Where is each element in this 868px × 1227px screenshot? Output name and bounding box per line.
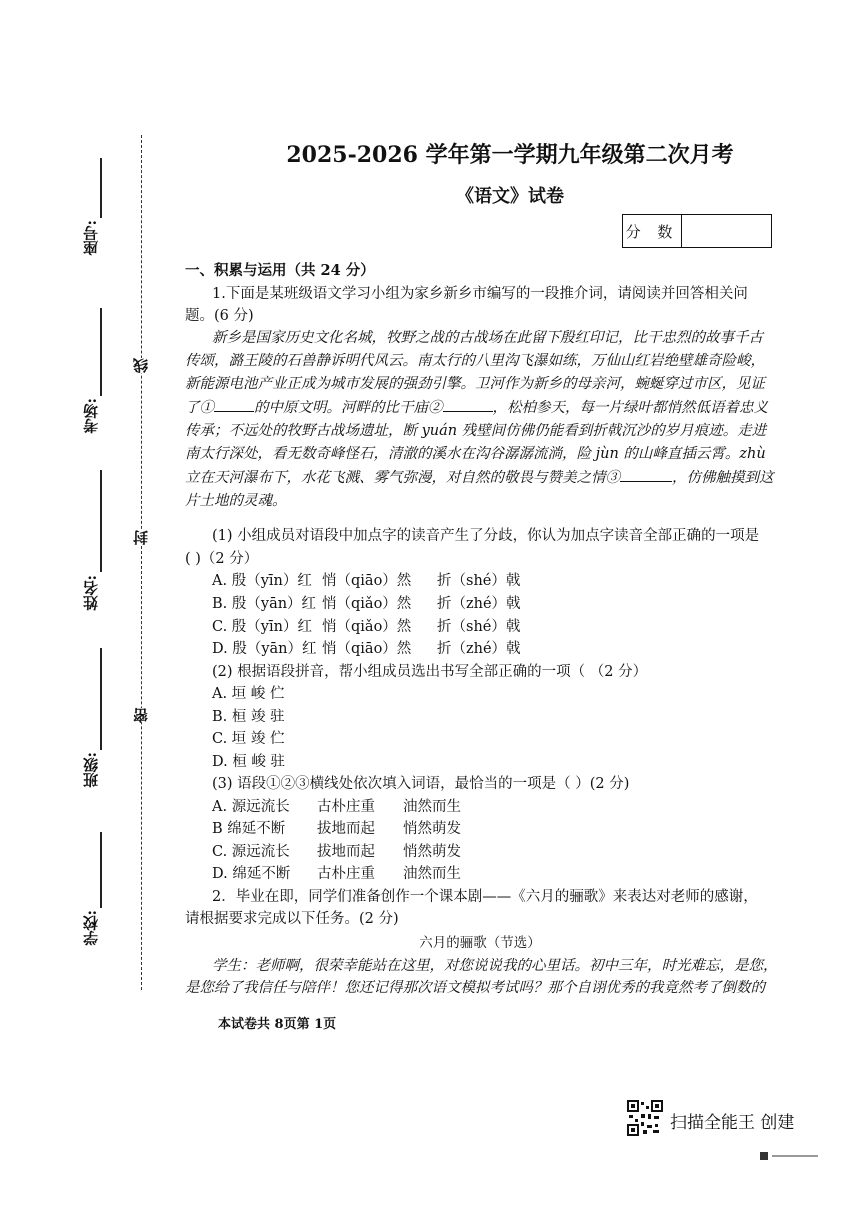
- passage-line: 传承；不远处的牧野古战场遗址，断 yuán 残壁间仿佛仍能看到折戟沉沙的岁月痕迹。走进: [185, 423, 767, 439]
- option-part: 拔地而起: [317, 844, 375, 860]
- sub1-question: (1) 小组成员对语段中加点字的读音产生了分歧，你认为加点字读音全部正确的一项是: [212, 528, 760, 544]
- option-row[interactable]: B. 桓 竣 驻: [212, 709, 285, 725]
- option-row[interactable]: C. 垣 竣 伫: [212, 731, 285, 747]
- scanner-watermark: 扫描全能王 创建: [670, 1113, 795, 1133]
- passage-line: 新能源电池产业正成为城市发展的强劲引擎。卫河作为新乡的母亲河，蜿蜒穿过市区，见证: [185, 376, 765, 392]
- option-part: 折（shé）戟: [437, 619, 521, 635]
- seal-char-mi: 密: [132, 708, 150, 723]
- option-part: C. 源远流长: [212, 844, 290, 860]
- exam-room-label: 考场:: [82, 398, 100, 434]
- play-title: 六月的骊歌（节选）: [419, 935, 541, 951]
- passage-line: 新乡是国家历史文化名城，牧野之战的古战场在此留下殷红印记，比干忠烈的故事千古: [212, 330, 763, 346]
- exam-subtitle: 《语文》试卷: [456, 186, 564, 207]
- section-heading: 一、积累与运用（共 24 分）: [185, 262, 375, 279]
- option-row[interactable]: A. 垣 峻 伫: [212, 686, 285, 702]
- exam-room-line: [100, 308, 102, 396]
- passage-fragment: 了①: [185, 400, 214, 416]
- school-label: 学校:: [82, 910, 100, 946]
- option-row[interactable]: [212, 638, 521, 660]
- option-part: 古朴庄重: [317, 799, 375, 815]
- option-row[interactable]: [212, 863, 461, 885]
- passage-line: 南太行深处，看无数奇峰怪石，清澈的溪水在沟谷潺潺流淌，险 jùn 的山峰直插云霄。zhù: [185, 446, 766, 462]
- name-line: [100, 470, 102, 572]
- option-part: 拔地而起: [317, 821, 375, 837]
- play-line: 是您给了我信任与陪伴！您还记得那次语文模拟考试吗？那个自诩优秀的我竟然考了倒数的: [185, 980, 765, 996]
- qr-code-icon: [627, 1100, 663, 1136]
- school-line: [100, 832, 102, 908]
- option-part: B 绵延不断: [212, 821, 286, 837]
- passage-fragment: 的中原文明。河畔的比干庙②: [254, 400, 443, 416]
- sub1-question-cont: ( )（2 分）: [185, 551, 259, 567]
- option-part: 悄（qiǎo）然: [322, 596, 412, 612]
- option-part: 悄（qiāo）然: [322, 573, 412, 589]
- option-part: 悄（qiǎo）然: [322, 619, 412, 635]
- blank-3: [620, 481, 672, 482]
- option-row[interactable]: [212, 796, 461, 818]
- seal-char-feng: 封: [132, 530, 150, 545]
- exam-title: 2025-2026 学年第一学期九年级第二次月考: [286, 142, 734, 168]
- seat-number-label: 座号:: [82, 220, 100, 256]
- page-footer: 本试卷共 8页第 1页: [218, 1017, 337, 1032]
- mini-watermark-icon: [760, 1152, 820, 1160]
- option-part: D. 绵延不断: [212, 866, 291, 882]
- option-row[interactable]: D. 桓 峻 驻: [212, 754, 286, 770]
- option-row[interactable]: [212, 818, 461, 840]
- option-row[interactable]: [212, 616, 520, 638]
- passage-fragment: 立在天河瀑布下，水花飞溅、雾气弥漫，对自然的敬畏与赞美之情③: [185, 470, 620, 486]
- passage-line: 片土地的灵魂。: [185, 493, 287, 509]
- passage-fragment: ，仿佛触摸到这: [672, 470, 774, 486]
- option-part: 悄然萌发: [403, 821, 461, 837]
- option-part: 油然而生: [403, 799, 461, 815]
- blank-2: [443, 411, 493, 412]
- option-row[interactable]: [212, 593, 521, 615]
- q1-intro-line1: 1.下面是某班级语文学习小组为家乡新乡市编写的一段推介词，请阅读并回答相关问: [212, 286, 748, 302]
- option-part: B. 殷（yān）红: [212, 596, 317, 612]
- sub3-question: (3) 语段①②③横线处依次填入词语，最恰当的一项是（ ）(2 分): [212, 776, 630, 792]
- seal-char-xian: 线: [132, 358, 150, 373]
- option-part: 悄然萌发: [403, 844, 461, 860]
- seal-dashed-line: [141, 135, 142, 990]
- option-part: D. 殷（yān）红: [212, 641, 317, 657]
- option-part: 折（shé）戟: [437, 573, 521, 589]
- option-part: C. 殷（yīn）红: [212, 619, 312, 635]
- score-label: 分 数: [623, 215, 682, 247]
- option-part: 悄（qiāo）然: [322, 641, 412, 657]
- option-row[interactable]: [212, 570, 520, 592]
- passage-line: [185, 467, 775, 489]
- class-line: [100, 648, 102, 750]
- option-part: 折（zhé）戟: [437, 596, 521, 612]
- sub2-question: (2) 根据语段拼音，帮小组成员选出书写全部正确的一项（ （2 分）: [212, 664, 648, 680]
- score-box: [622, 214, 772, 248]
- option-part: A. 源远流长: [212, 799, 290, 815]
- q2-intro-line1: 2．毕业在即，同学们准备创作一个课本剧——《六月的骊歌》来表达对老师的感谢，: [212, 889, 758, 905]
- seat-number-line: [100, 158, 102, 218]
- option-part: 古朴庄重: [317, 866, 375, 882]
- passage-line: 传颂，潞王陵的石兽静诉明代风云。南太行的八里沟飞瀑如练，万仙山红岩绝壁雄奇险峻，: [185, 353, 765, 369]
- q1-intro-line2: 题。(6 分): [185, 308, 254, 324]
- name-label: 姓名:: [82, 575, 100, 611]
- option-part: A. 殷（yīn）红: [212, 573, 312, 589]
- option-part: 折（zhé）戟: [437, 641, 521, 657]
- q2-intro-line2: 请根据要求完成以下任务。(2 分): [185, 911, 399, 927]
- option-row[interactable]: [212, 841, 461, 863]
- class-label: 班级:: [82, 752, 100, 788]
- passage-fragment: ，松柏参天，每一片绿叶都悄然低语着忠义: [492, 400, 768, 416]
- option-part: 油然而生: [403, 866, 461, 882]
- blank-1: [214, 411, 254, 412]
- passage-line: [185, 397, 775, 419]
- play-line: 学生：老师啊，很荣幸能站在这里，对您说说我的心里话。初中三年，时光难忘，是您，: [212, 958, 778, 974]
